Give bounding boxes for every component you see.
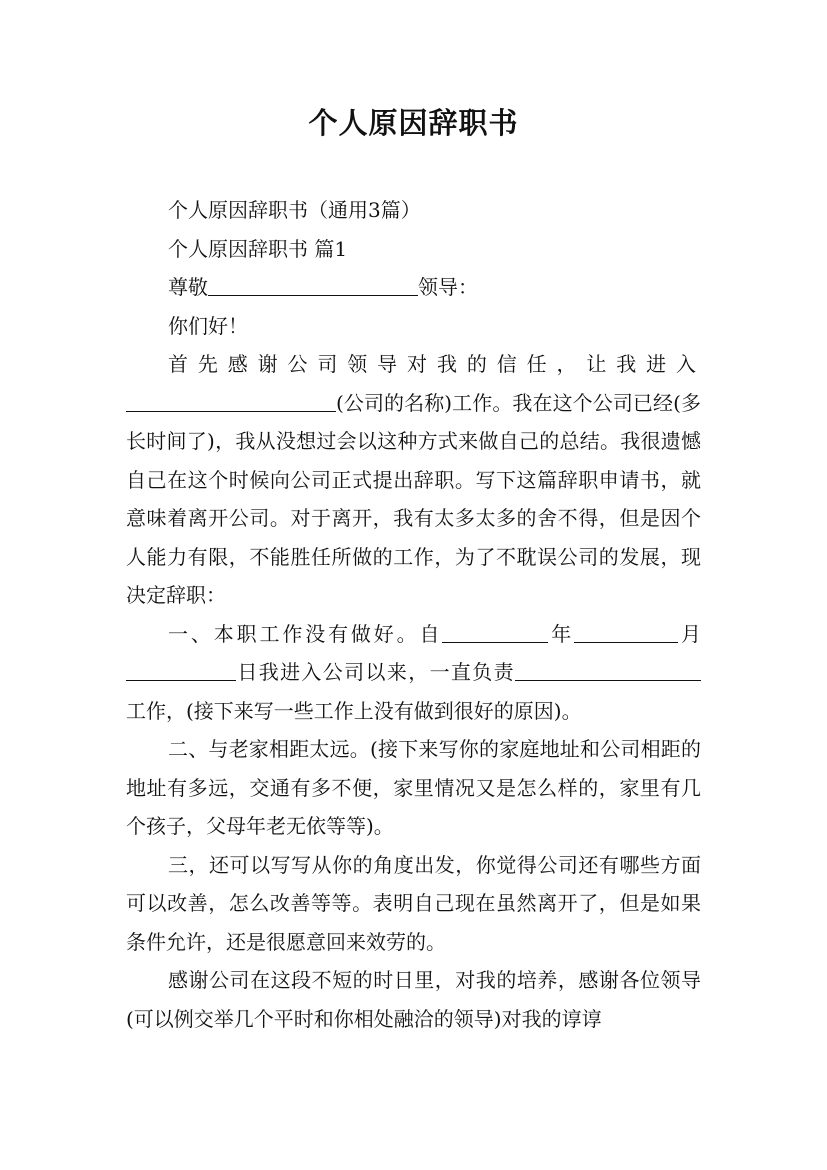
year-blank: [442, 622, 548, 643]
salutation-suffix: 领导：: [418, 275, 478, 299]
recipient-blank: [208, 275, 418, 296]
paragraph-4: 三，还可以写写从你的角度出发，你觉得公司还有哪些方面可以改善，怎么改善等等。表明自己现在虽然离开了，但是如果条件允许，还是很愿意回来效劳的。: [126, 852, 701, 954]
paragraph-5: 感谢公司在这段不短的时日里，对我的培养，感谢各位领导(可以例交举几个平时和你相处融洽的领导)对我的谆谆: [126, 968, 701, 1031]
paragraph-2-start: 一、本职工作没有做好。自: [168, 621, 443, 646]
responsibility-blank: [515, 660, 701, 681]
salutation: [126, 268, 701, 307]
paragraph-2-day: 日我进入公司以来，一直负责: [236, 660, 515, 684]
paragraph-1-start: 首先感谢公司领导对我的信任，让我进入: [168, 352, 701, 376]
month-label: 月: [678, 621, 702, 646]
company-name-blank: [126, 391, 336, 412]
paragraph-1-rest: (公司的名称)工作。我在这个公司已经(多长时间了)，我从没想过会以这种方式来做自己的总结。我很遗憾自己在这个时候向公司正式提出辞职。写下这篇辞职申请书，就意味着离开公司。对于离开，我有太多太多的舍不得，但是因个人能力有限，不能胜任所做的工作，为了不耽误公司的发展，现决定辞职：: [126, 390, 701, 607]
document-body: [126, 191, 701, 1038]
paragraph-2: [126, 615, 701, 731]
paragraph-2-end: 工作，(接下来写一些工作上没有做到很好的原因)。: [126, 698, 582, 723]
document-title: 个人原因辞职书: [308, 106, 519, 140]
subtitle: 个人原因辞职书（通用3篇）: [168, 198, 421, 222]
greeting: 你们好！: [168, 313, 248, 338]
section-heading: 个人原因辞职书 篇1: [168, 236, 348, 261]
paragraph-3: 二、与老家相距太远。(接下来写你的家庭地址和公司相距的地址有多远，交通有多不便，家里情况又是怎么样的，家里有几个孩子，父母年老无依等等)。: [126, 737, 701, 838]
salutation-prefix: 尊敬: [168, 275, 208, 299]
year-label: 年: [548, 621, 575, 646]
month-blank: [574, 622, 678, 643]
paragraph-1: [126, 345, 701, 615]
day-blank: [126, 660, 236, 681]
